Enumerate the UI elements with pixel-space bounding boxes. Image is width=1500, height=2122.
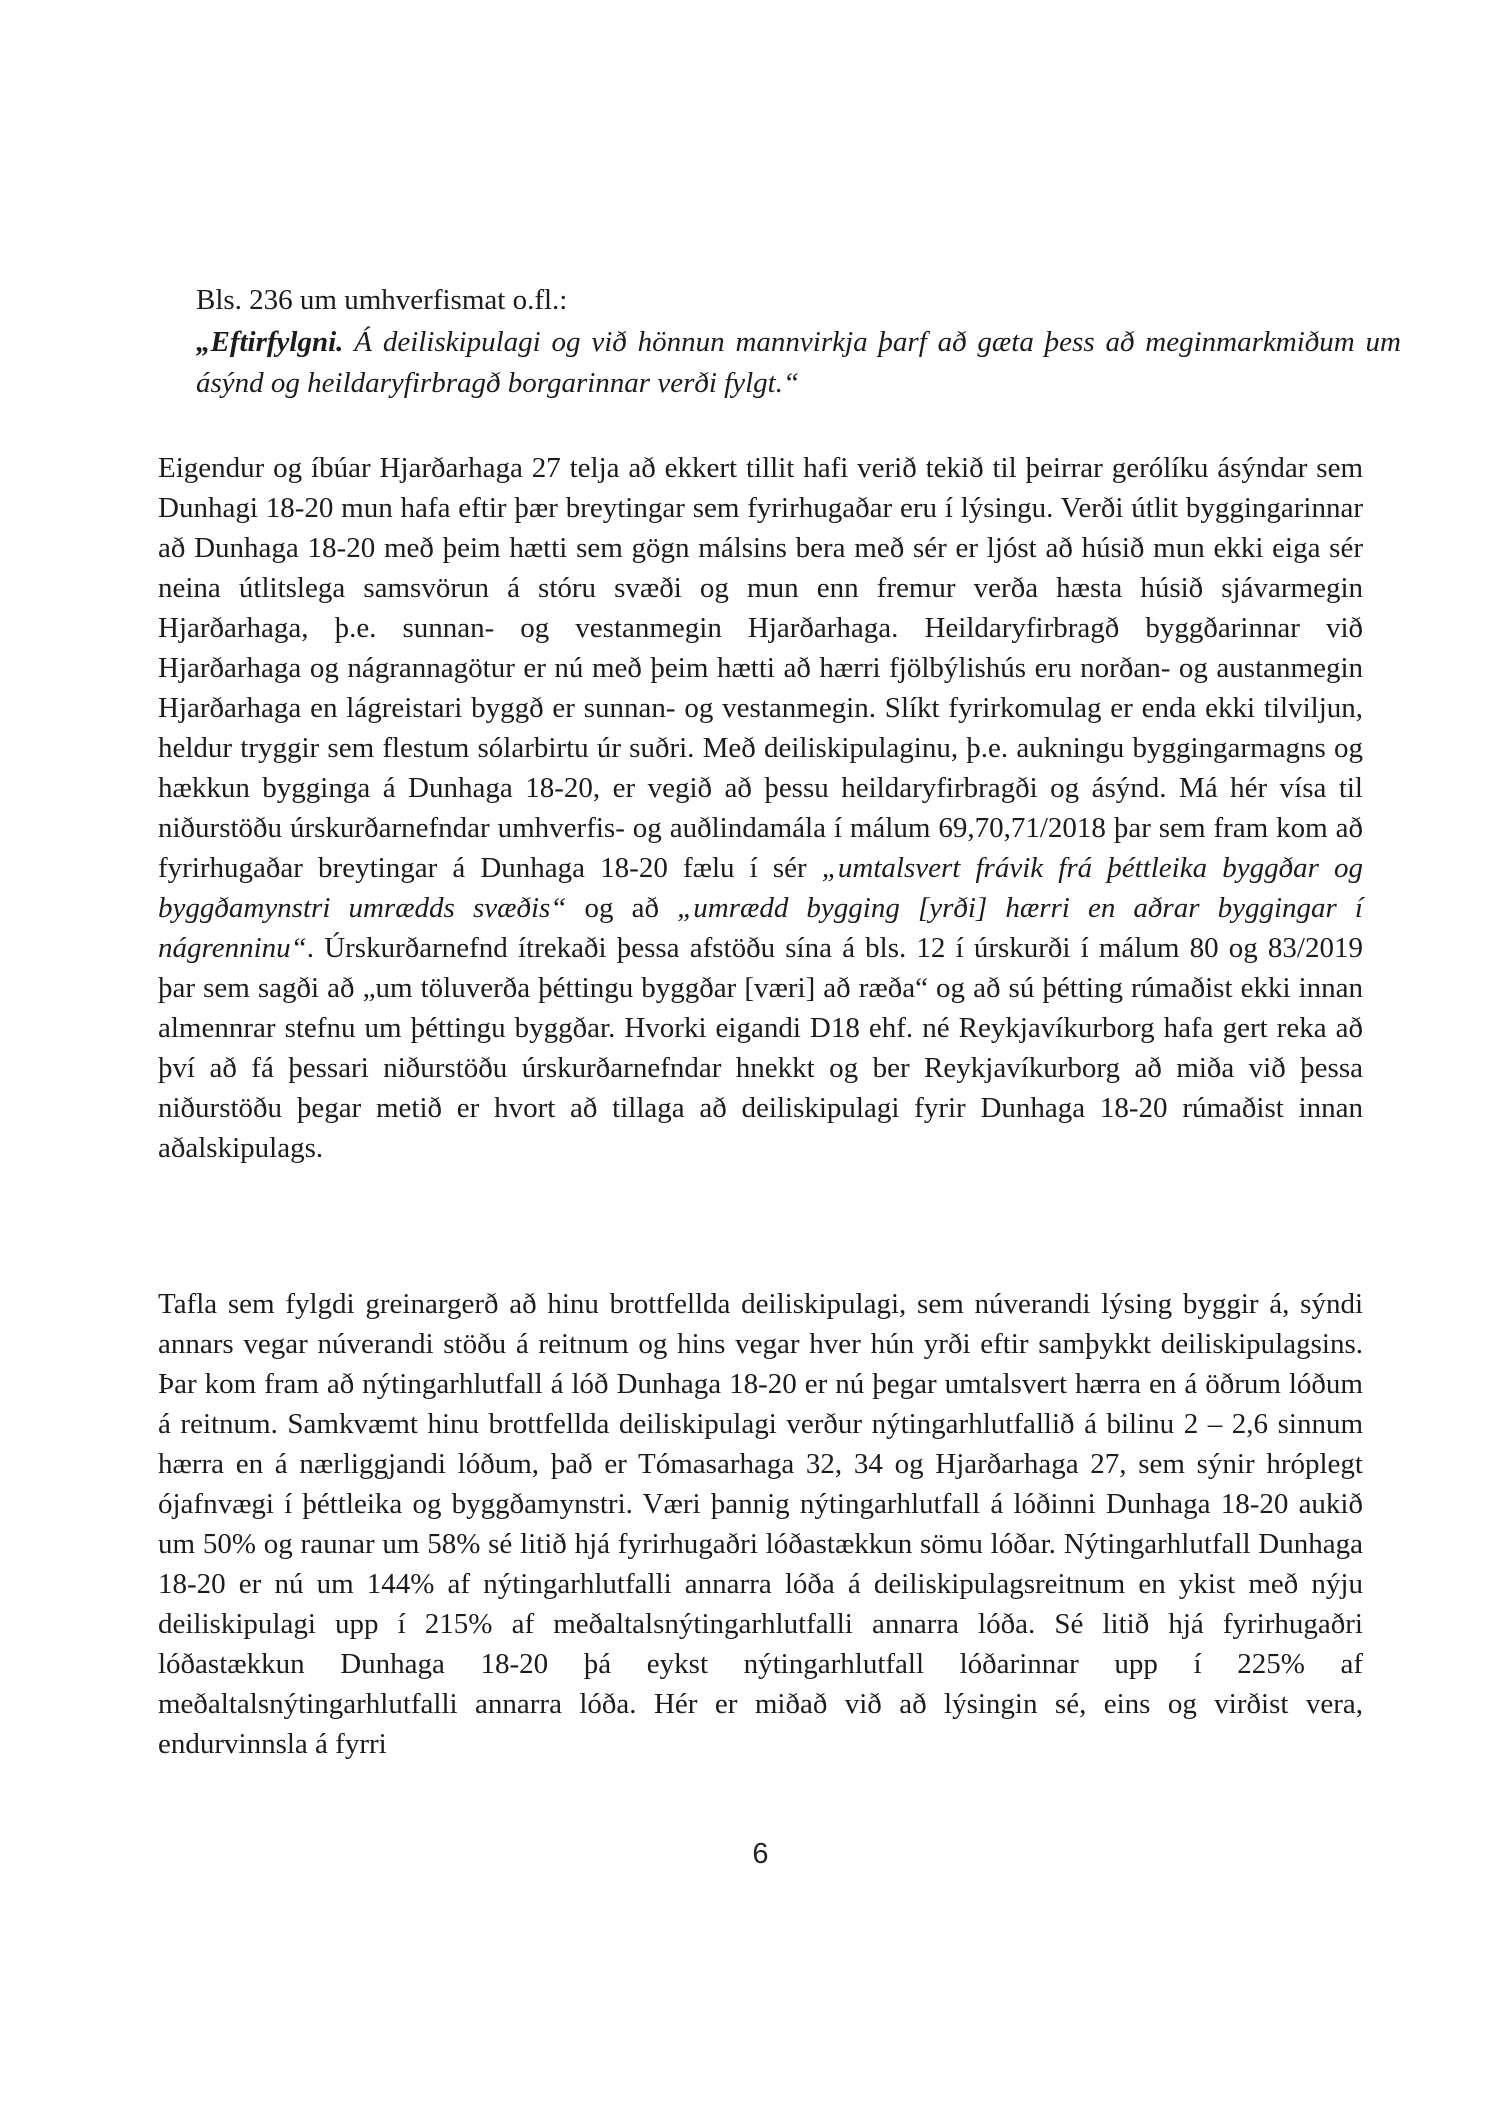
page-number: 6 [752, 1838, 769, 1870]
body-paragraph-2: Tafla sem fylgdi greinargerð að hinu brottfellda deiliskipulagi, sem núverandi lýsing byggir á, sýndi annars vegar núverandi stöðu á reitnum og hins vegar hver hún yrði eftir samþykkt deiliskipulagsins. Þar kom fram að nýtingarhlutfall á lóð Dunhaga 18-20 er nú þegar umtalsvert hærra en á öðrum lóðum á reitnum. Samkvæmt hinu brottfellda deiliskipulagi verður nýtingarhlutfallið á bilinu 2 – 2,6 sinnum hærra en á nærliggjandi lóðum, það er Tómasarhaga 32, 34 og Hjarðarhaga 27, sem sýnir hróplegt ójafnvægi í þéttleika og byggðamynstri. Væri þannig nýtingarhlutfall á lóðinni Dunhaga 18-20 aukið um 50% og raunar um 58% sé litið hjá fyrirhugaðri lóðastækkun sömu lóðar. Nýtingarhlutfall Dunhaga 18-20 er nú um 144% af nýtingarhlutfalli annarra lóða á deiliskipulagsreitnum en ykist með nýju deiliskipulagi upp í 215% af meðaltalsnýtingarhlutfalli annarra lóða. Sé litið hjá fyrirhugaðri lóðastækkun Dunhaga 18-20 þá eykst nýtingarhlutfall lóðarinnar upp í 225% af meðaltalsnýtingarhlutfalli annarra lóða. Hér er miðað við að lýsingin sé, eins og virðist vera, endurvinnsla á fyrri [158, 1288, 1363, 1760]
citation-heading: Bls. 236 um umhverfismat o.fl.: [196, 284, 568, 316]
body-paragraph-1: Eigendur og íbúar Hjarðarhaga 27 telja að ekkert tillit hafi verið tekið til þeirrar gerólíku ásýndar sem Dunhagi 18-20 mun hafa eftir þær breytingar sem fyrirhugaðar eru í lýsingu. Verði útlit byggingarinnar að Dunhaga 18-20 með þeim hætti sem gögn málsins bera með sér er ljóst að húsið mun ekki eiga sér neina útlitslega samsvörun á stóru svæði og mun enn fremur verða hæsta húsið sjávarmegin Hjarðarhaga, þ.e. sunnan- og vestanmegin Hjarðarhaga. Heildaryfirbragð byggðarinnar við Hjarðarhaga og nágrannagötur er nú með þeim hætti að hærri fjölbýlishús eru norðan- og austanmegin Hjarðarhaga en lágreistari byggð er sunnan- og vestanmegin. Slíkt fyrirkomulag er enda ekki tilviljun, heldur tryggir sem flestum sólarbirtu úr suðri. Með deiliskipulaginu, þ.e. aukningu byggingarmagns og hækkun bygginga á Dunhaga 18-20, er vegið að þessu heildaryfirbragði og ásýnd. Má hér vísa til niðurstöðu úrskurðarnefndar umhverfis- og auðlindamála í málum 69,70,71/2018 þar sem fram kom að fyrirhugaðar breytingar á Dunhaga 18-20 fælu í sér „umtalsvert frávik frá þéttleika byggðar og byggðamynstri umrædds svæðis“ og að „umrædd bygging [yrði] hærri en aðrar byggingar í nágrenninu“. Úrskurðarnefnd ítrekaði þessa afstöðu sína á bls. 12 í úrskurði í málum 80 og 83/2019 þar sem sagði að „um töluverða þéttingu byggðar [væri] að ræða“ og að sú þétting rúmaðist ekki innan almennrar stefnu um þéttingu byggðar. Hvorki eigandi D18 ehf. né Reykjavíkurborg hafa gert reka að því að fá þessari niðurstöðu úrskurðarnefndar hnekkt og ber Reykjavíkurborg að miða við þessa niðurstöðu þegar metið er hvort að tillaga að deiliskipulagi fyrir Dunhaga 18-20 rúmaðist innan aðalskipulags. [158, 452, 1363, 1164]
citation-block [158, 278, 1401, 404]
block-quote: „Eftirfylgni. Á deiliskipulagi og við hönnun mannvirkja þarf að gæta þess að meginmarkmiðum um ásýnd og heildaryfirbragð borgarinnar verði fylgt.“ [196, 326, 1401, 399]
